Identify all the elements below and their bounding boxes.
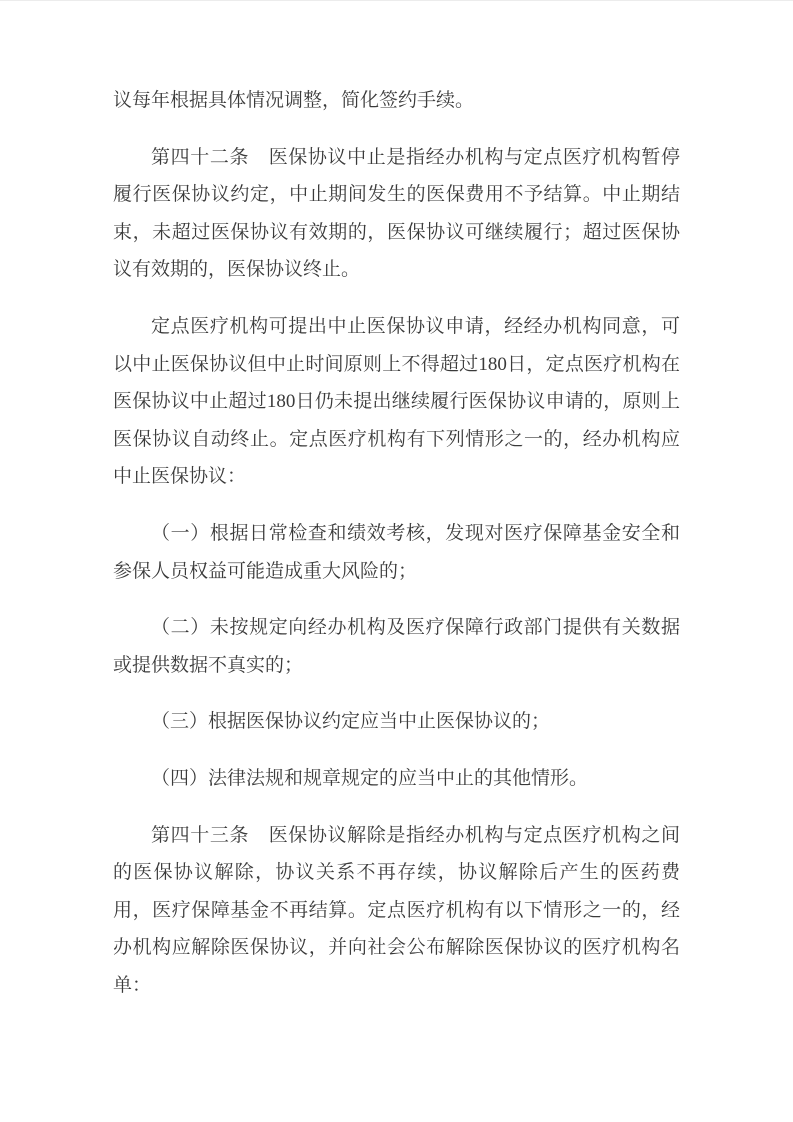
paragraph — [113, 609, 680, 684]
text-line: 第四十二条 医保协议中止是指经办机构与定点医疗机构暂停 — [151, 146, 680, 168]
paragraph — [113, 139, 680, 289]
text-line: 的医保协议解除，协议关系不再存续，协议解除后产生的医药费 — [113, 862, 680, 884]
text-line: 办机构应解除医保协议，并向社会公布解除医保协议的医疗机构名 — [113, 937, 680, 959]
text-line: 第四十三条 医保协议解除是指经办机构与定点医疗机构之间 — [151, 824, 680, 846]
text-line: 中止医保协议： — [113, 466, 247, 488]
text-line: 或提供数据不真实的； — [113, 654, 304, 676]
document-body — [113, 82, 680, 1004]
text-line: （二）未按规定向经办机构及医疗保障行政部门提供有关数据 — [151, 617, 680, 639]
text-line: 议有效期的，医保协议终止。 — [113, 259, 361, 281]
text-line: 参保人员权益可能造成重大风险的； — [113, 560, 418, 582]
text-line: （四）法律法规和规章规定的应当中止的其他情形。 — [151, 767, 589, 789]
text-line: （一）根据日常检查和绩效考核，发现对医疗保障基金安全和 — [151, 522, 680, 544]
text-line: 定点医疗机构可提出中止医保协议申请，经经办机构同意，可 — [151, 315, 680, 337]
text-line: 单： — [113, 974, 152, 996]
paragraph — [113, 515, 680, 590]
text-line: 履行医保协议约定，中止期间发生的医保费用不予结算。中止期结 — [113, 184, 680, 206]
paragraph — [113, 82, 680, 120]
text-line: 束，未超过医保协议有效期的，医保协议可继续履行；超过医保协 — [113, 221, 680, 243]
paragraph — [113, 817, 680, 1005]
text-line: 以中止医保协议但中止时间原则上不得超过180日，定点医疗机构在 — [113, 353, 680, 375]
paragraph — [113, 760, 680, 798]
paragraph — [113, 308, 680, 496]
text-line: 用，医疗保障基金不再结算。定点医疗机构有以下情形之一的，经 — [113, 899, 680, 921]
paragraph — [113, 703, 680, 741]
text-line: 议每年根据具体情况调整，简化签约手续。 — [113, 90, 475, 111]
text-line: （三）根据医保协议约定应当中止医保协议的； — [151, 711, 551, 733]
text-line: 医保协议中止超过180日仍未提出继续履行医保协议申请的，原则上 — [113, 391, 680, 413]
text-line: 医保协议自动终止。定点医疗机构有下列情形之一的，经办机构应 — [113, 428, 680, 450]
